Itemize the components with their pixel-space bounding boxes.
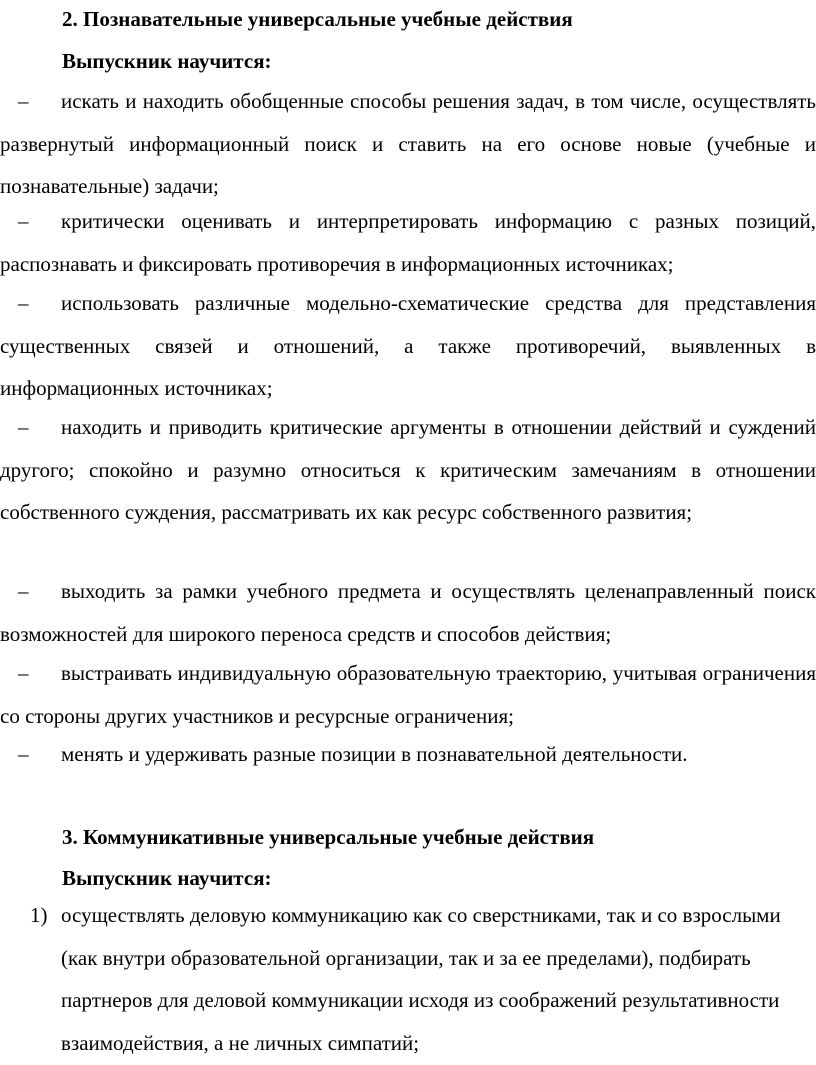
section-2-heading: 2. Познавательные универсальные учебные действия [62, 7, 573, 31]
list-item: использовать различные модельно-схематические средства для представления существенных связей и отношений, а также противоречий, выявленных в информационных источниках; [0, 291, 816, 400]
section-2-subheading: Выпускник научится: [62, 49, 272, 73]
list-item: критически оценивать и интерпретировать информацию с разных позиций, распознавать и фиксировать противоречия в информационных источниках; [0, 209, 816, 276]
dash-marker: – [18, 89, 29, 113]
section-3-subheading: Выпускник научится: [62, 866, 272, 890]
list-item: осуществлять деловую коммуникацию как со сверстниками, так и со взрослыми (как внутри образовательной организации, так и за ее пределами), подбирать партнеров для деловой коммуникации исходя из соображений результативности взаимодействия, а не личных симпатий; [61, 903, 781, 1055]
dash-marker: – [18, 742, 29, 766]
list-item: искать и находить обобщенные способы решения задач, в том числе, осуществлять развернутый информационный поиск и ставить на его основе новые (учебные и познавательные) задачи; [0, 89, 816, 198]
list-item-number: 1) [30, 903, 48, 927]
dash-marker: – [18, 415, 29, 439]
dash-marker: – [18, 579, 29, 603]
list-item: менять и удерживать разные позиции в познавательной деятельности. [61, 742, 688, 766]
dash-marker: – [18, 209, 29, 233]
list-item: выходить за рамки учебного предмета и осуществлять целенаправленный поиск возможностей для широкого переноса средств и способов действия; [0, 579, 816, 646]
section-3-heading: 3. Коммуникативные универсальные учебные действия [62, 825, 595, 849]
list-item: находить и приводить критические аргументы в отношении действий и суждений другого; спокойно и разумно относиться к критическим замечаниям в отношении собственного суждения, рассматривать их как ресурс собственного развития; [0, 415, 816, 524]
dash-marker: – [18, 291, 29, 315]
dash-marker: – [18, 661, 29, 685]
list-item: выстраивать индивидуальную образовательную траекторию, учитывая ограничения со стороны других участников и ресурсные ограничения; [0, 661, 816, 728]
